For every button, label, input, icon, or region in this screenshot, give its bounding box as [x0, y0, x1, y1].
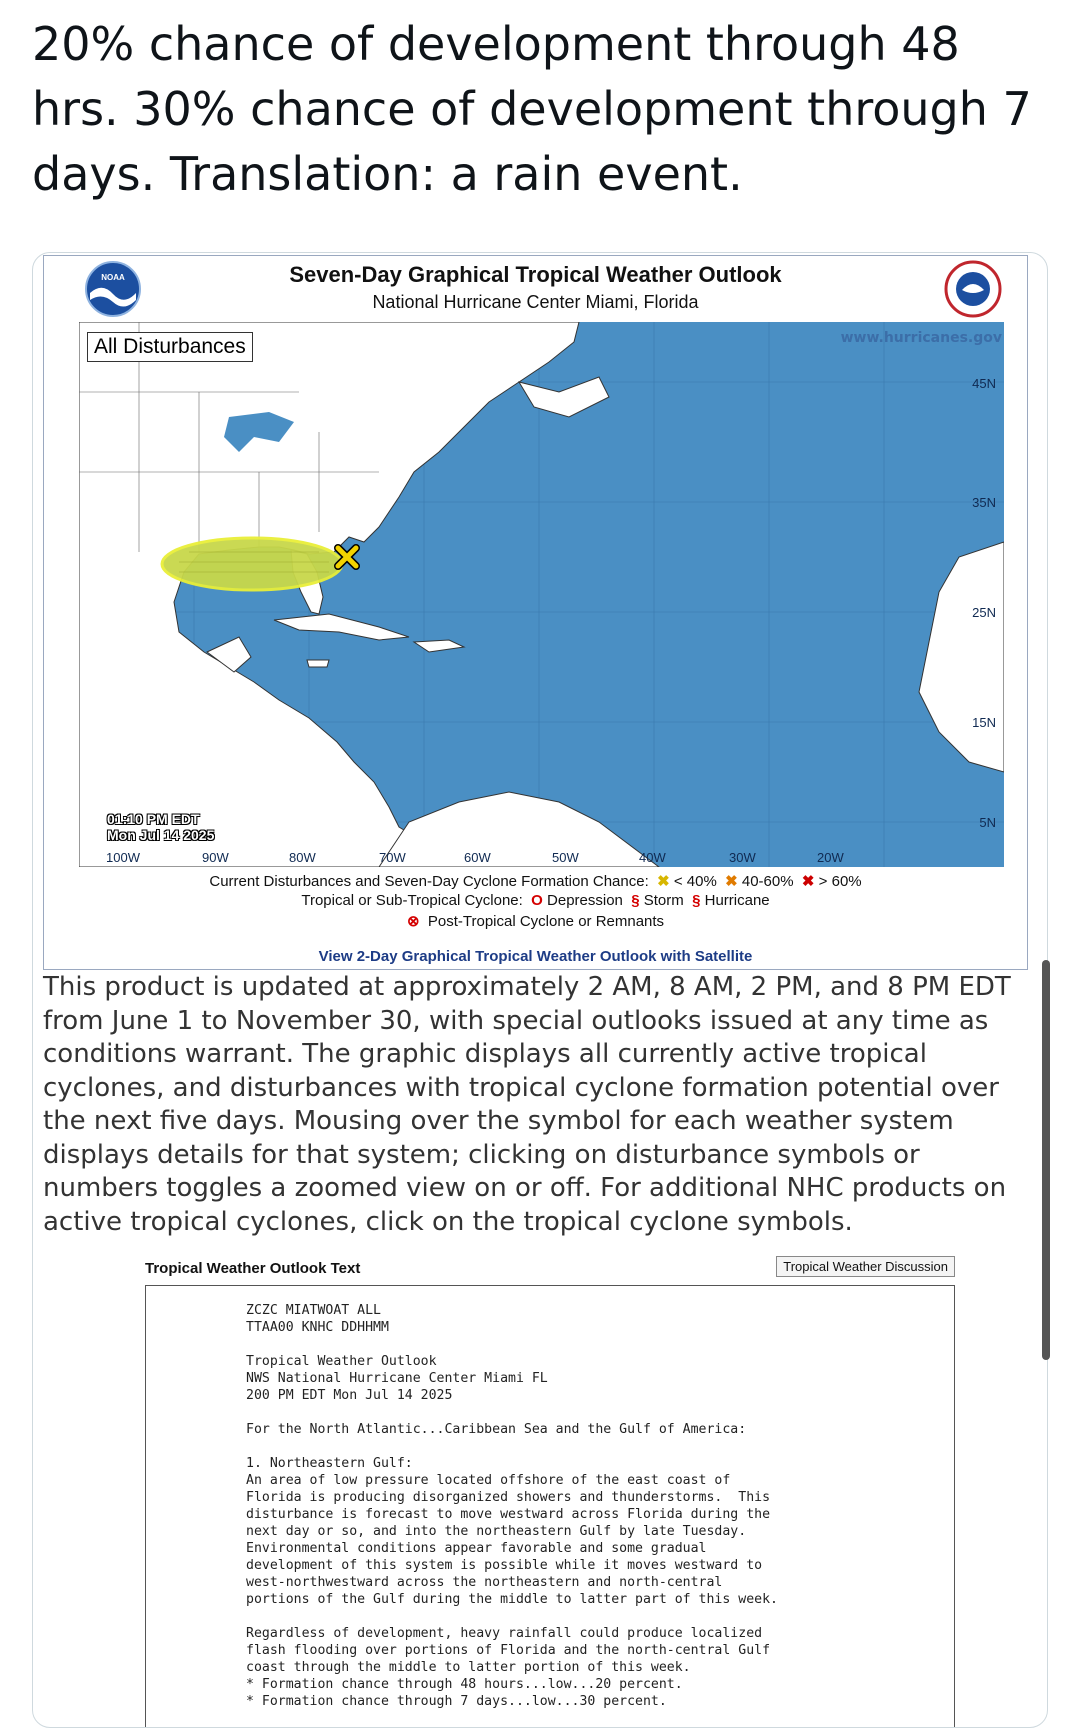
legend-high: > 60% [818, 873, 862, 890]
satellite-outlook-link[interactable]: View 2-Day Graphical Tropical Weather Outlook with Satellite [318, 948, 753, 965]
legend-cyclones [44, 892, 1027, 909]
x-medium-icon: ✖ [720, 873, 738, 890]
nws-logo-icon [944, 260, 1002, 318]
lat-label-45n: 45N [972, 376, 996, 391]
timestamp-time: 01:10 PM EDT [107, 811, 200, 827]
legend-post-tropical [44, 912, 1027, 930]
outlook-text-heading: Tropical Weather Outlook Text [145, 1260, 361, 1277]
legend-depression: Depression [547, 892, 623, 909]
tweet-text: 20% chance of development through 48 hrs. 30% chance of development through 7 days. Translation: a rain event. [32, 17, 1032, 201]
noaa-logo-text: NOAA [101, 273, 125, 282]
outlook-map[interactable] [79, 322, 1004, 867]
lat-label-5n: 5N [979, 815, 996, 830]
discussion-button[interactable]: Tropical Weather Discussion [776, 1256, 955, 1277]
lon-label-100w: 100W [106, 850, 140, 865]
legend-medium: 40-60% [741, 873, 794, 890]
depression-icon: O [527, 892, 543, 909]
text-section-header [145, 1256, 955, 1282]
legend-disturbances [44, 872, 1027, 890]
timestamp-date: Mon Jul 14 2025 [107, 827, 215, 843]
scrollbar[interactable] [1042, 960, 1050, 1360]
lon-label-20w: 20W [817, 850, 844, 865]
media-card[interactable] [32, 252, 1048, 1728]
lon-label-90w: 90W [202, 850, 229, 865]
outlook-graphic [43, 255, 1028, 970]
lon-label-30w: 30W [729, 850, 756, 865]
legend-post: Post-Tropical Cyclone or Remnants [427, 913, 665, 930]
product-description: This product is updated at approximately 2 AM, 8 AM, 2 PM, and 8 PM EDT from June 1 to November 30, with special outlooks issued at any time as conditions warrant. The graphic displays all currently active tropical cyclones, and disturbances with tropical cyclone formation potential over the next five days. Mousing over the symbol for each weather system displays details for that system; clicking on disturbance symbols or numbers toggles a zoomed view on or off. For additional NHC products on active tropical cyclones, click on the tropical cyclone symbols. [43, 972, 1011, 1237]
legend-low: < 40% [673, 873, 717, 890]
lon-label-60w: 60W [464, 850, 491, 865]
storm-icon: § [627, 892, 640, 909]
lat-label-15n: 15N [972, 715, 996, 730]
outlook-subtitle: National Hurricane Center Miami, Florida [372, 292, 699, 312]
x-high-icon: ✖ [797, 873, 815, 890]
lat-label-25n: 25N [972, 605, 996, 620]
outlook-text-body: ZCZC MIATWOAT ALL TTAA00 KNHC DDHHMM Tropical Weather Outlook NWS National Hurricane Center Miami FL 200 PM EDT Mon Jul 14 2025 For the North Atlantic...Caribbean Sea and the Gulf of America: 1. Northeastern Gulf: An area of low pressure located offshore of the east coast of Florida is producing disorganized showers and thunderstorms. This disturbance is forecast to move westward across Florida during the next day or so, and into the northeastern Gulf by late Tuesday. Environmental conditions appear favorable and some gradual development of this system is possible while it moves westward to west-northwestward across the northeastern and north-central portions of the Gulf during the middle to latter part of this week. Regardless of development, heavy rainfall could produce localized flash flooding over portions of Florida and the north-central Gulf coast through the middle to latter portion of this week. * Formation chance through 48 hours...low...20 percent. * Formation chance through 7 days...low...30 percent. [246, 1303, 778, 1709]
lon-label-40w: 40W [639, 850, 666, 865]
x-low-icon: ✖ [652, 873, 670, 890]
site-url[interactable]: www.hurricanes.gov [840, 330, 1002, 346]
legend-hurricane: Hurricane [704, 892, 770, 909]
legend-line1-prefix: Current Disturbances and Seven-Day Cyclone Formation Chance: [209, 873, 649, 890]
lon-label-70w: 70W [379, 850, 406, 865]
post-tropical-icon: ⊗ [406, 913, 424, 930]
outlook-title: Seven-Day Graphical Tropical Weather Outlook [289, 262, 782, 287]
lat-label-35n: 35N [972, 495, 996, 510]
disturbance-area[interactable] [162, 538, 342, 590]
hurricane-icon: § [687, 892, 701, 909]
legend-line2-prefix: Tropical or Sub-Tropical Cyclone: [301, 892, 523, 909]
legend-storm: Storm [643, 892, 684, 909]
lon-label-80w: 80W [289, 850, 316, 865]
outlook-text-box[interactable] [145, 1285, 955, 1728]
map-graphic [79, 322, 1004, 867]
lon-label-50w: 50W [552, 850, 579, 865]
map-view-label[interactable]: All Disturbances [87, 332, 253, 362]
